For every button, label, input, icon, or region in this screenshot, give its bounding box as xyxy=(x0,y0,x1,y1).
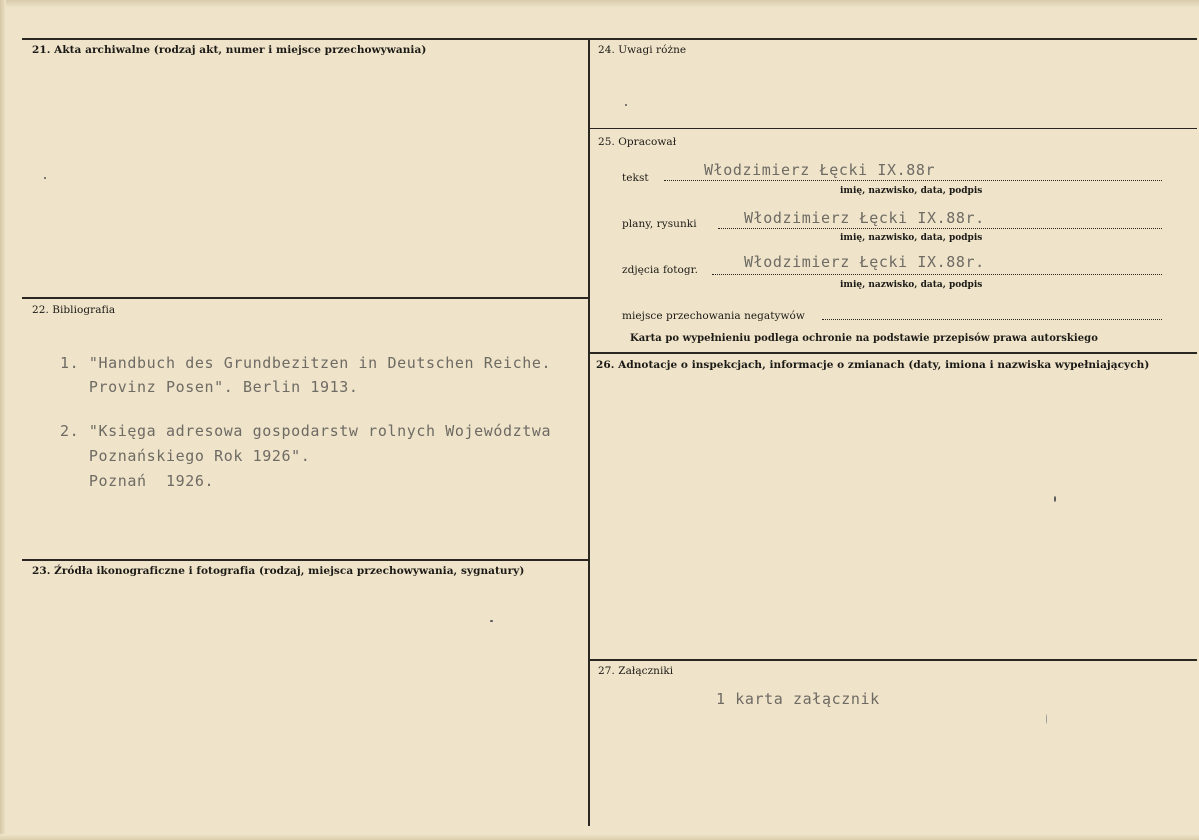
scan-speck xyxy=(490,620,493,622)
text-row-value: Włodzimierz Łęcki IX.88r xyxy=(704,161,936,179)
copyright-note: Karta po wypełnieniu podlega ochronie na podstawie przepisów prawa autorskiego xyxy=(630,333,1098,344)
photos-row-label: zdjęcia fotogr. xyxy=(622,264,698,276)
drawings-row-label: plany, rysunki xyxy=(622,218,697,230)
divider-21-22 xyxy=(22,297,589,299)
scan-edge-left xyxy=(0,0,6,840)
text-row-label: tekst xyxy=(622,172,649,184)
photos-row-line xyxy=(712,274,1162,275)
divider-22-23 xyxy=(22,559,589,561)
photos-row-caption: imię, nazwisko, data, podpis xyxy=(840,280,983,290)
bibliography-entry-2-line-3: Poznań 1926. xyxy=(60,472,215,490)
bibliography-entry-2-line-1: 2. "Księga adresowa gospodarstw rolnych Województwa xyxy=(60,422,552,440)
drawings-row-value: Włodzimierz Łęcki IX.88r. xyxy=(744,209,985,227)
drawings-row-line xyxy=(718,228,1162,229)
center-divider xyxy=(588,38,590,826)
scan-edge-bottom xyxy=(0,834,1199,840)
bibliography-entry-2-line-2: Poznańskiego Rok 1926". xyxy=(60,447,311,465)
section-25-title: 25. Opracował xyxy=(598,136,677,148)
section-26-title: 26. Adnotacje o inspekcjach, informacje o zmianach (daty, imiona i nazwiska wypełniających) xyxy=(596,359,1150,371)
attachments-value: 1 karta załącznik xyxy=(716,690,880,708)
text-row-line xyxy=(664,180,1162,181)
section-22-title: 22. Bibliografia xyxy=(32,304,116,316)
text-row-caption: imię, nazwisko, data, podpis xyxy=(840,186,983,196)
divider-25-26 xyxy=(590,352,1197,354)
section-24-title: 24. Uwagi różne xyxy=(598,44,687,56)
scan-speck xyxy=(44,177,46,179)
drawings-row-caption: imię, nazwisko, data, podpis xyxy=(840,233,983,243)
section-27-title: 27. Załączniki xyxy=(598,665,674,677)
section-21-title: 21. Akta archiwalne (rodzaj akt, numer i miejsce przechowywania) xyxy=(32,44,427,56)
scan-speck xyxy=(1046,714,1047,724)
divider-24-25 xyxy=(590,128,1197,129)
scan-speck xyxy=(625,104,627,106)
scan-edge-top xyxy=(0,0,1199,8)
scan-speck xyxy=(1054,496,1056,502)
bibliography-entry-1-line-1: 1. "Handbuch des Grundbezitzen in Deutschen Reiche. xyxy=(60,354,552,372)
photos-row-value: Włodzimierz Łęcki IX.88r. xyxy=(744,253,985,271)
negatives-line xyxy=(822,319,1162,320)
divider-26-27 xyxy=(590,659,1197,661)
negatives-label: miejsce przechowania negatywów xyxy=(622,310,805,322)
section-23-title: 23. Źródła ikonograficzne i fotografia (rodzaj, miejsca przechowywania, sygnatury) xyxy=(32,565,525,577)
top-rule xyxy=(22,38,1197,40)
bibliography-entry-1-line-2: Provinz Posen". Berlin 1913. xyxy=(60,378,359,396)
